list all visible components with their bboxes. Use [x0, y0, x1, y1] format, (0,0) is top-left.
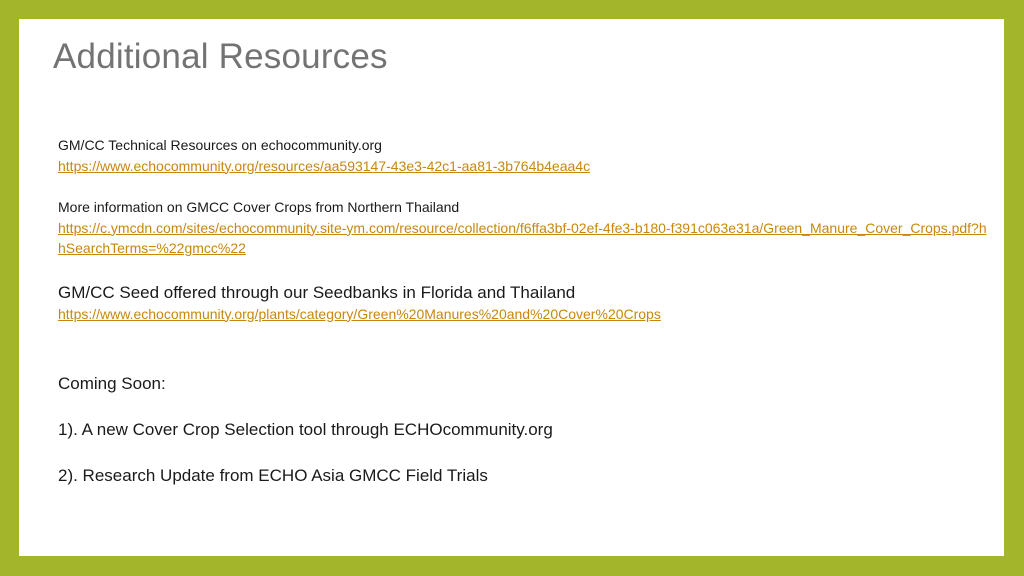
- spacer: [58, 324, 988, 373]
- resource-link-thailand-pdf[interactable]: https://c.ymcdn.com/sites/echocommunity.site-ym.com/resource/collection/f6ffa3bf-02ef-4fe3-b180-f391c063e31a/Green_Manure_Cover_Crops.pdf?hhSearchTerms=%22gmcc%22: [58, 219, 987, 256]
- spacer: [58, 176, 988, 197]
- coming-soon-item: 2). Research Update from ECHO Asia GMCC Field Trials: [58, 466, 488, 485]
- coming-soon-heading: Coming Soon:: [58, 374, 166, 393]
- spacer: [58, 441, 988, 465]
- slide-title: Additional Resources: [53, 37, 388, 76]
- slide-content: [58, 135, 988, 487]
- resource-link-seedbank[interactable]: https://www.echocommunity.org/plants/category/Green%20Manures%20and%20Cover%20Crops: [58, 305, 661, 322]
- resource-heading-technical: GM/CC Technical Resources on echocommunity.org: [58, 137, 382, 153]
- coming-soon-item: 1). A new Cover Crop Selection tool through ECHOcommunity.org: [58, 420, 553, 439]
- spacer: [58, 259, 988, 282]
- resource-heading-thailand: More information on GMCC Cover Crops from Northern Thailand: [58, 199, 460, 215]
- resource-link-technical[interactable]: https://www.echocommunity.org/resources/aa593147-43e3-42c1-aa81-3b764b4eaa4c: [58, 157, 591, 174]
- slide-canvas: [19, 19, 1004, 556]
- resource-heading-seedbank: GM/CC Seed offered through our Seedbanks in Florida and Thailand: [58, 282, 576, 302]
- spacer: [58, 395, 988, 419]
